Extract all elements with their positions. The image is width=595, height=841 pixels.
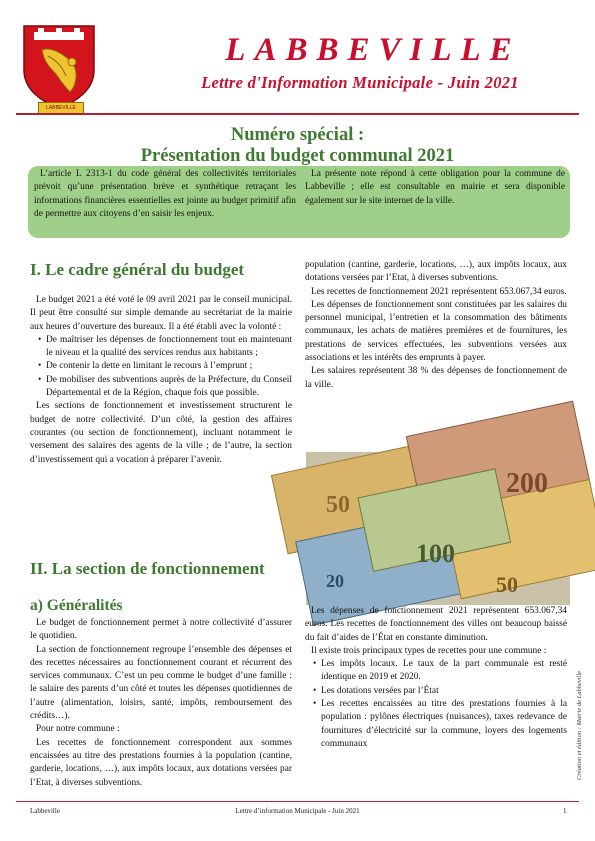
header-divider: [16, 113, 579, 115]
intro-right-paragraph: La présente note répond à cette obligation pour la commune de Labbeville ; elle est consultable en mairie et sera disponible également sur le site internet de la ville.: [305, 169, 565, 206]
footer-divider: [16, 801, 579, 802]
special-issue-label: Numéro spécial :: [230, 125, 365, 145]
town-crest: [18, 20, 102, 114]
section1-bullet-list: [30, 334, 292, 400]
special-issue-title: Présentation du budget communal 2021: [140, 146, 455, 166]
euro-banknotes-photo: [306, 452, 570, 605]
revenue-types-list: [305, 658, 567, 751]
revenue-type-item: • Les recettes encaissées au titre des prestations fournies à la population : pylônes électriques (nuisances), taxes redevance de fournitures d’électricité sur la commune, loyers des logements communaux: [314, 698, 567, 751]
section2-body-right-bottom: [305, 605, 567, 751]
section1-bullet: • De contenir la dette en limitant le recours à l’emprunt ;: [39, 360, 292, 373]
svg-text:50: 50: [326, 492, 350, 518]
intro-left-text: [34, 168, 296, 221]
side-credit-text: Création et édition : Mairie de Labbeville: [576, 670, 583, 780]
section1-paragraph-1: Le budget 2021 a été voté le 09 avril 2021 par le conseil municipal. Il peut être consulté sur simple demande au secrétariat de la mairie aux heures d’ouverture des bureaux. Il a été établi avec la volonté :: [30, 295, 292, 332]
page-number: 1: [563, 807, 567, 815]
crest-shield-icon: [18, 20, 102, 114]
banknotes-image-icon: [306, 452, 570, 605]
footer-center: Lettre d’information Municipale - Juin 2021: [235, 807, 360, 815]
section2-paragraph-4-continued: population (cantine, garderie, locations, …), aux impôts locaux, aux dotations versées par l’Etat, à diverses subventions.: [305, 260, 567, 284]
intro-right-text: [305, 168, 565, 208]
svg-text:50: 50: [496, 572, 518, 597]
crest-ribbon: LABBEVILLE: [38, 102, 84, 114]
section1-heading: I. Le cadre général du budget: [30, 260, 245, 279]
footer-left: Labbeville: [30, 807, 60, 815]
section2-paragraph-9: Il existe trois principaux types de recettes pour une commune :: [311, 645, 547, 656]
section2-paragraph-2: La section de fonctionnement regroupe l’ensemble des dépenses et des recettes nécessaires au fonctionnement courant et récurrent des services communaux. C’est un peu comme le budget d’une famille : le salaire des parents d’un côté et toutes les dépenses quotidiennes de l’autre (alimentation, loisirs, santé, impôts, remboursement des crédits…).: [30, 644, 292, 722]
section1-bullet: • De mobiliser des subventions auprès de la Préfecture, du Conseil Départemental et de la Région, chaque fois que possible.: [39, 374, 292, 401]
intro-left-paragraph: L’article L 2313-1 du code général des collectivités territoriales prévoit qu’une présentation brève et synthétique retraçant les informations financières essentielles est jointe au budget primitif afin de permettre aux citoyens d’en saisir les enjeux.: [34, 169, 296, 219]
svg-text:100: 100: [416, 539, 455, 568]
revenue-type-item: • Les dotations versées par l’État: [314, 685, 567, 698]
section2-body-right-top: [305, 259, 567, 392]
section2-paragraph-1: Le budget de fonctionnement permet à notre collectivité d’assurer le quotidien.: [30, 618, 292, 642]
side-credit: [576, 640, 586, 780]
section2-paragraph-3: Pour notre commune :: [36, 724, 120, 735]
section2-subheading: a) Généralités: [30, 597, 123, 614]
section1-bullet: • De maîtriser les dépenses de fonctionnement tout en maintenant le niveau et la qualité des services rendus aux habitants ;: [39, 334, 292, 361]
section1-paragraph-2: Les sections de fonctionnement et investissement structurent le budget de notre collectivité. D’un côté, la gestion des affaires courantes (ou section de fonctionnement), incluant notamment le versement des salaires des agents de la ville ; de l’autre, la section d’investissement qui a vocation à préparer l’avenir.: [30, 401, 292, 465]
section2-paragraph-4: Les recettes de fonctionnement correspondent aux sommes encaissées au titre des prestations fournies à la population (cantine, garderie, locations, …), aux impôts locaux, aux dotations versées par l’Etat, à diverses subventions.: [30, 737, 292, 788]
revenue-type-item: • Les impôts locaux. Le taux de la part communale est resté identique en 2019 et 2020.: [314, 658, 567, 685]
section2-heading: II. La section de fonctionnement: [30, 559, 265, 578]
section2-body-left: [30, 617, 292, 788]
svg-text:20: 20: [326, 571, 344, 591]
section2-paragraph-6: Les dépenses de fonctionnement sont constituées par les salaires du personnel municipal, l’entretien et la consommation des bâtiments communaux, les achats de matières premières et de fournitures, les prestations de services effectuées, les subventions versées aux associations et les intérêts des emprunts à payer.: [305, 299, 567, 364]
section2-paragraph-5: Les recettes de fonctionnement 2021 représentent 653.067,34 euros.: [311, 286, 567, 297]
svg-text:200: 200: [506, 468, 548, 499]
newsletter-subtitle: Lettre d'Information Municipale - Juin 2021: [201, 73, 519, 92]
section2-paragraph-7: Les salaires représentent 38 % des dépenses de fonctionnement de la ville.: [305, 366, 567, 390]
town-title: LABBEVILLE: [225, 32, 521, 68]
section1-body: [30, 294, 292, 467]
section2-paragraph-8: Les dépenses de fonctionnement 2021 représentent 653.067,34 euros. Les recettes de fonctionnement des villes ont beaucoup baissé du fait d’aides de l’État en constante diminution.: [305, 606, 567, 643]
